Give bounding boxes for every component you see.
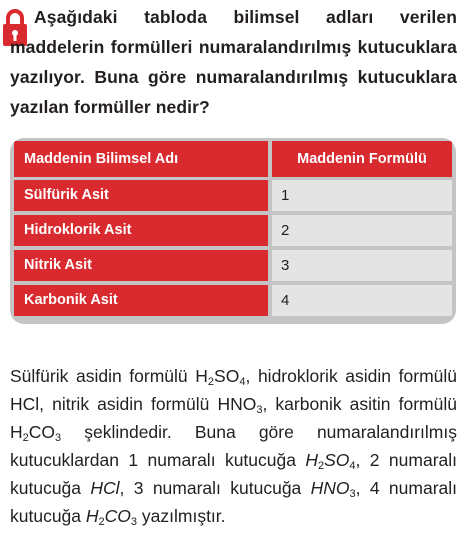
answer-segment: şeklindedir. Buna göre numaralandırılmış kutucuklardan 1 numaralı kutucuğa: [10, 422, 457, 470]
header-name: Maddenin Bilimsel Adı: [14, 141, 268, 177]
subscript: 2: [98, 516, 105, 528]
answer-segment: , 3 numaralı kutucuğa: [119, 478, 311, 498]
answer-segment: yazılmıştır.: [137, 506, 226, 526]
answer-text: [10, 362, 457, 530]
formula-table: [10, 138, 456, 324]
row-box-number: 4: [272, 285, 452, 316]
answer-segment: , karbonik asitin formülü H: [10, 394, 457, 442]
table-row: [10, 250, 456, 281]
answer-segment: , 2 numaralı kutucuğa: [10, 450, 458, 498]
table-row: [10, 285, 456, 316]
subscript: 3: [130, 516, 138, 528]
header-formula: Maddenin Formülü: [272, 141, 452, 177]
subscript: 3: [55, 432, 62, 444]
subscript: 2: [318, 460, 325, 472]
row-name: Karbonik Asit: [14, 285, 268, 316]
formula-italic: HNO: [310, 478, 350, 498]
subscript: 4: [349, 460, 356, 472]
question-text: Aşağıdaki tabloda bilimsel adları verilen maddelerin formülleri numaralandırılmış kutucuklara yazılıyor. Buna göre numaralandırılmış kutucuklara yazılan formüller nedir?: [10, 7, 457, 117]
row-name: Sülfürik Asit: [14, 180, 268, 211]
answer-segment: SO: [214, 366, 240, 386]
answer-segment: CO: [28, 422, 56, 442]
formula-italic: SO: [324, 450, 350, 470]
formula-italic: CO: [104, 506, 131, 526]
answer-segment: , hidroklorik asidin formülü HCl, nitrik asidin formülü HNO: [10, 366, 458, 414]
answer-segment: Sülfürik asidin formülü H: [10, 366, 208, 386]
subscript: 2: [207, 376, 215, 388]
row-box-number: 1: [272, 180, 452, 211]
table-row: [10, 215, 456, 246]
subscript: 2: [22, 432, 29, 444]
table-row: [10, 180, 456, 211]
row-box-number: 2: [272, 215, 452, 246]
subscript: 3: [349, 488, 356, 500]
formula-italic: H: [305, 450, 318, 470]
table-header-row: [10, 141, 456, 172]
row-name: Hidroklorik Asit: [14, 215, 268, 246]
row-box-number: 3: [272, 250, 452, 281]
row-name: Nitrik Asit: [14, 250, 268, 281]
subscript: 3: [256, 404, 263, 416]
formula-italic: H: [85, 506, 99, 526]
answer-segment: , 4 numaralı kutucuğa: [10, 478, 458, 526]
formula-italic: HCl: [90, 478, 120, 498]
subscript: 4: [239, 376, 246, 388]
